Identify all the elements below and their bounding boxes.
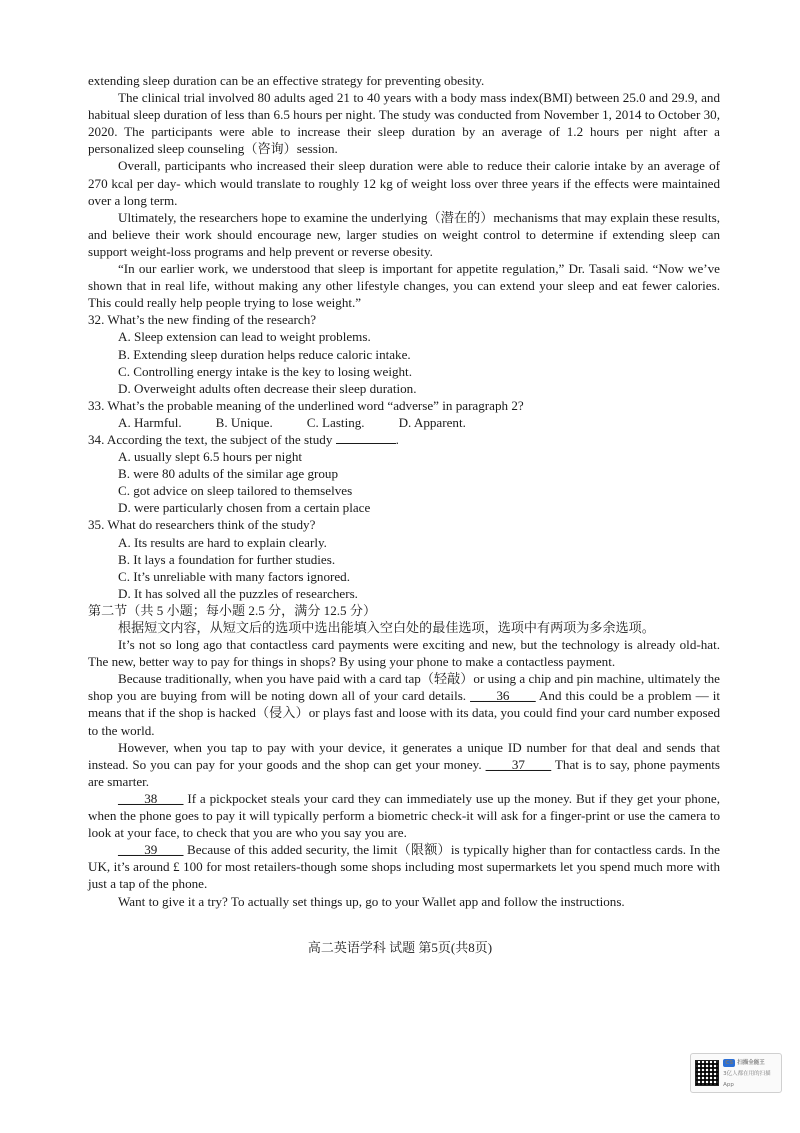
cloze-paragraph-5	[88, 841, 720, 892]
cloze-paragraph-1: It’s not so long ago that contactless card payments were exciting and new, but the technology is already old-hat. The new, better way to pay for things in shops? By using your phone to make a contactless payment.	[88, 637, 720, 670]
option-b: B. It lays a foundation for further studies.	[118, 551, 336, 567]
section-2-instruction: 根据短文内容，从短文后的选项中选出能填入空白处的最佳选项，选项中有两项为多余选项。	[118, 620, 655, 635]
scanner-watermark	[690, 1053, 782, 1093]
passage-paragraph-4: Ultimately, the researchers hope to examine the underlying（潜在的）mechanisms that may explain these results, and believe their work should encourage new, larger studies on weight control to determine if extending sleep can support weight-loss programs and help prevent or reverse obesity.	[88, 209, 720, 259]
exam-page-content	[88, 72, 720, 910]
question-34	[88, 431, 720, 516]
option-b: B. were 80 adults of the similar age group	[118, 466, 338, 482]
question-33	[88, 397, 720, 431]
cloze-text: If a pickpocket steals your card they can immediately use up the money. But if they get your phone, when the phone goes to pay it will typically perform a biometric check-it will ask for a finger-print or use the camera to look at your face, to check that you are who you say you are.	[88, 790, 720, 841]
cloze-paragraph-4	[88, 790, 720, 841]
passage-paragraph-5: “In our earlier work, we understood that sleep is important for appetite regulation,” Dr. Tasali said. “Now we’ve shown that in real life, without making any other lifestyle changes, you can extend your sleep and eat fewer calories. This could really help people trying to lose weight.”	[88, 261, 720, 311]
passage-paragraph-3: Overall, participants who increased their sleep duration were able to reduce their calorie intake by an average of 270 kcal per day- which would translate to roughly 12 kg of weight loss over three years if the effects were maintained over a long term.	[88, 158, 720, 208]
option-a: A. Harmful.	[118, 414, 182, 430]
cloze-paragraph-6: Want to give it a try? To actually set things up, go to your Wallet app and follow the instructions.	[118, 893, 625, 909]
scanner-tagline: 3亿人都在用的扫描App	[723, 1070, 771, 1088]
option-a: A. usually slept 6.5 hours per night	[118, 449, 303, 465]
option-c: C. got advice on sleep tailored to themselves	[118, 483, 353, 499]
option-c: C. Controlling energy intake is the key to losing weight.	[118, 363, 412, 379]
scanner-label	[723, 1057, 777, 1090]
cloze-text: Because traditionally, when you have paid with a card tap（轻敲）or using a chip and pin machine, ultimately the shop you are buying from will be noting down all of your card details.	[88, 671, 720, 704]
option-d: D. It has solved all the puzzles of researchers.	[118, 585, 358, 601]
answer-blank	[336, 432, 396, 444]
option-d: D. Apparent.	[398, 414, 466, 430]
blank-38: ____38____	[118, 790, 184, 806]
scanner-name-row	[723, 1057, 777, 1068]
option-c: C. It’s unreliable with many factors ignored.	[118, 568, 350, 584]
section-2-heading: 第二节（共 5 小题；每小题 2.5 分，满分 12.5 分）	[88, 602, 377, 618]
page-footer: 高二英语学科 试题 第5页(共8页)	[307, 940, 493, 955]
option-d: D. were particularly chosen from a certain place	[118, 500, 371, 516]
blank-36: ____36____	[470, 688, 536, 704]
question-stem: 33. What’s the probable meaning of the underlined word “adverse” in paragraph 2?	[88, 397, 524, 413]
scanner-name: 扫描全能王	[737, 1059, 765, 1066]
question-stem: 35. What do researchers think of the study?	[88, 517, 316, 533]
option-c: C. Lasting.	[306, 414, 365, 430]
cloze-paragraph-3	[88, 739, 720, 790]
option-a: A. Sleep extension can lead to weight problems.	[118, 329, 371, 345]
passage-paragraph-2: The clinical trial involved 80 adults aged 21 to 40 years with a body mass index(BMI) between 25.0 and 29.9, and habitual sleep duration of less than 6.5 hours per night. The study was conducted from November 1, 2014 to October 30, 2020. The participants were able to increase their sleep duration by an average of 1.2 hours per night after a personalized sleep counseling（咨询）session.	[88, 90, 720, 157]
question-32	[88, 311, 720, 396]
camscanner-logo-icon: CS	[725, 1059, 734, 1066]
option-a: A. Its results are hard to explain clearly.	[118, 534, 327, 550]
option-d: D. Overweight adults often decrease their sleep duration.	[118, 380, 417, 396]
cloze-text: And this could be a problem — it means that if the shop is hacked（侵入）or plays fast and loose with its data, you could find your card number exposed to the world.	[88, 688, 721, 738]
option-b: B. Extending sleep duration helps reduce caloric intake.	[118, 346, 411, 362]
option-b: B. Unique.	[215, 414, 273, 430]
blank-37: ____37____	[485, 756, 552, 772]
question-stem-end: .	[395, 431, 399, 447]
cloze-paragraph-2	[88, 670, 720, 738]
cloze-text: That is to say, phone payments are smarter.	[88, 756, 720, 789]
passage-paragraph-1-tail: extending sleep duration can be an effective strategy for preventing obesity.	[88, 73, 485, 88]
question-stem: 32. What’s the new finding of the research?	[88, 312, 317, 328]
question-35	[88, 516, 720, 601]
qr-code-icon	[695, 1060, 719, 1086]
cloze-text: Because of this added security, the limit（限额）is typically higher than for contactless cards. In the UK, it’s around £ 100 for most retailers-though some shops including most supermarkets let you spend much more with just a tap of the phone.	[88, 842, 720, 892]
question-stem-text: 34. According the text, the subject of the study	[88, 431, 336, 447]
cloze-text: However, when you tap to pay with your device, it generates a unique ID number for that deal and sends that instead. So you can pay for your goods and the shop can get your money.	[88, 739, 720, 772]
blank-39: ____39____	[118, 842, 184, 858]
question-stem	[88, 431, 720, 448]
